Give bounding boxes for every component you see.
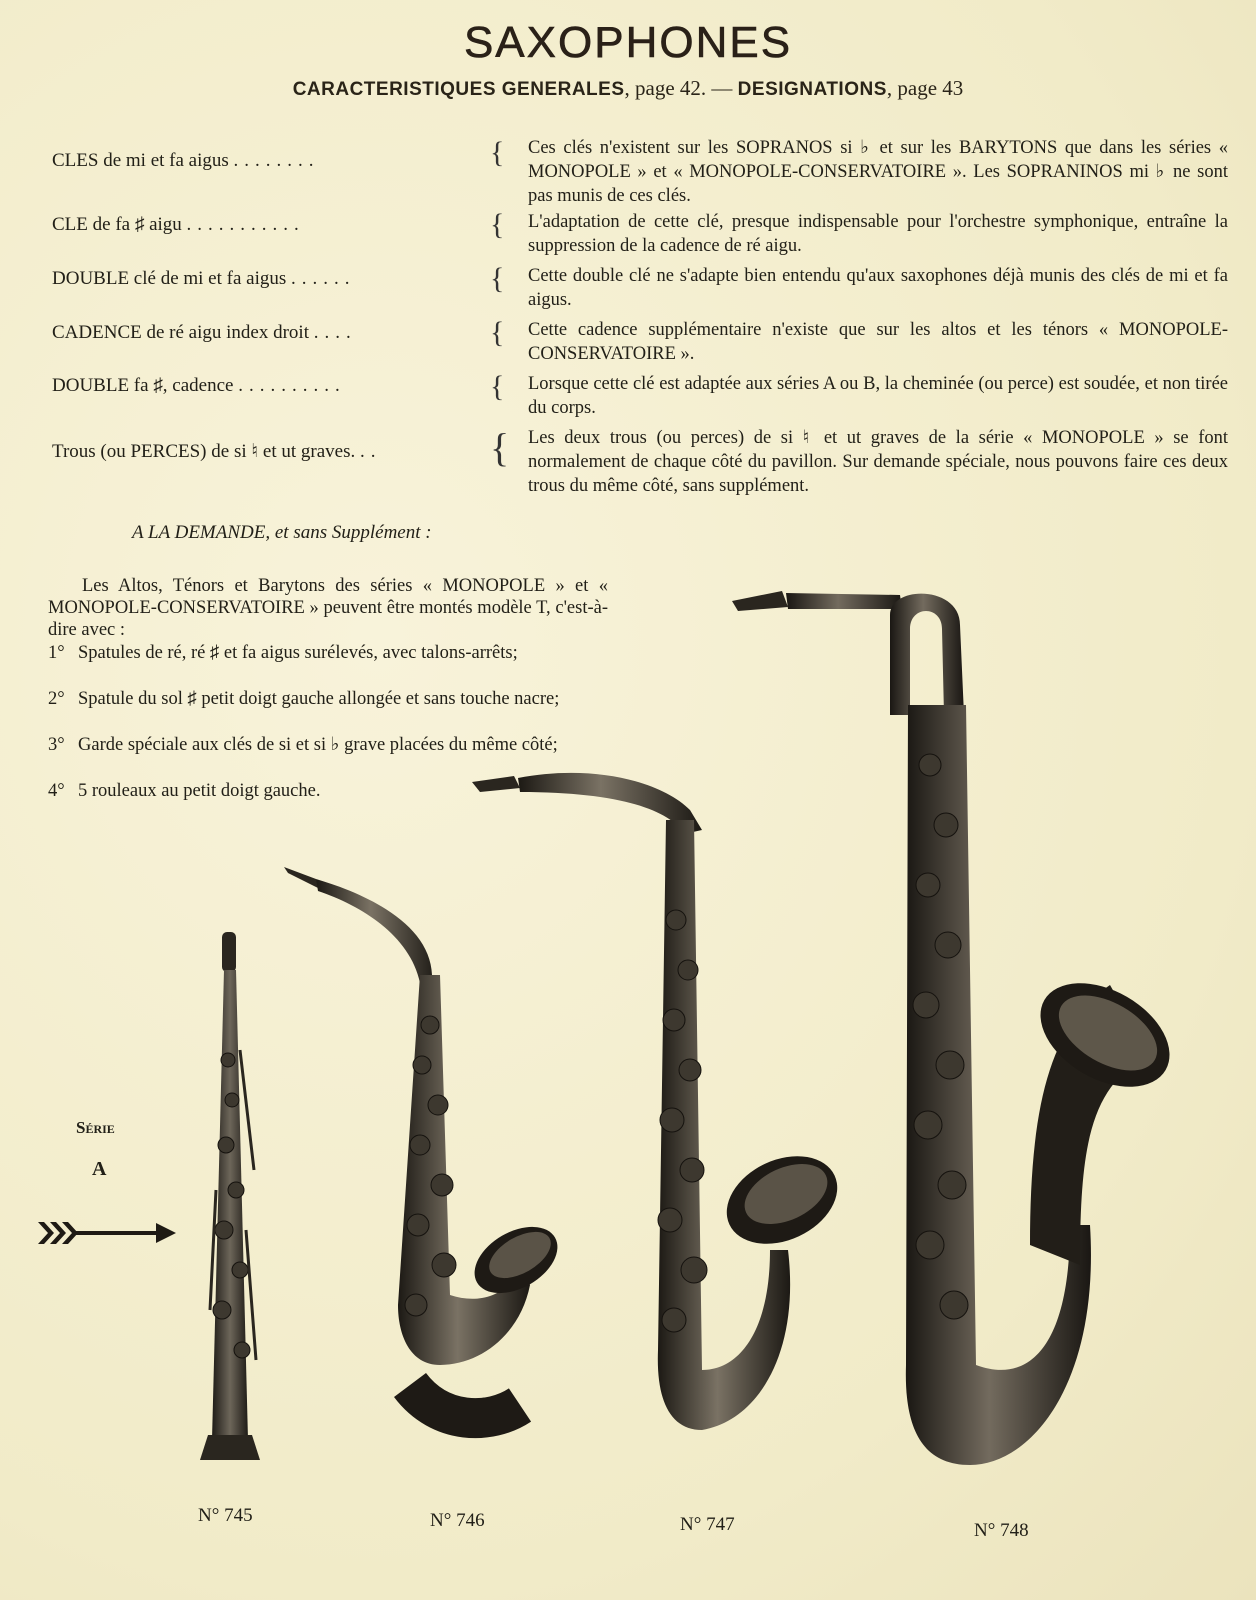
on-demand-heading: A LA DEMANDE, et sans Supplément : bbox=[132, 522, 432, 543]
model-number: N° 747 bbox=[680, 1514, 735, 1535]
subtitle-designations: DESIGNATIONS bbox=[737, 79, 887, 100]
feature-desc: Lorsque cette clé est adaptée aux séries A ou B, la cheminée (ou perce) est soudée, et non tirée du corps. bbox=[528, 374, 1228, 418]
model-number: N° 746 bbox=[430, 1510, 485, 1531]
model-number: N° 745 bbox=[198, 1505, 253, 1526]
option-item: 4° 5 rouleaux au petit doigt gauche. bbox=[48, 781, 321, 801]
on-demand-intro: Les Altos, Ténors et Barytons des séries « MONOPOLE » et « MONOPOLE-CONSERVATOIRE » peuvent être montés modèle T, c'est-à-dire avec : bbox=[48, 576, 608, 640]
brace-icon: { bbox=[490, 316, 505, 349]
feature-label: CLE de fa ♯ aigu ........... bbox=[52, 214, 305, 235]
feature-desc: L'adaptation de cette clé, presque indispensable pour l'orchestre symphonique, entraîne la suppression de la cadence de ré aigu. bbox=[528, 212, 1228, 256]
brace-icon: { bbox=[490, 208, 505, 241]
serie-label: Série bbox=[76, 1118, 115, 1137]
brace-icon: { bbox=[490, 425, 510, 470]
option-item: 2° Spatule du sol ♯ petit doigt gauche allongée et sans touche nacre; bbox=[48, 689, 560, 709]
subtitle-general: CARACTERISTIQUES GENERALES bbox=[292, 79, 625, 100]
soprano-saxophone-illustration bbox=[180, 930, 280, 1500]
feature-label: CADENCE de ré aigu index droit .... bbox=[52, 322, 357, 343]
feature-label: DOUBLE fa ♯, cadence .......... bbox=[52, 375, 346, 396]
feature-label: CLES de mi et fa aigus ........ bbox=[52, 150, 320, 171]
brace-icon: { bbox=[490, 136, 505, 169]
brace-icon: { bbox=[490, 262, 505, 295]
arrow-icon bbox=[36, 1218, 178, 1248]
subtitle-page-42: , page 42. — bbox=[624, 76, 733, 100]
feature-desc: Cette cadence supplémentaire n'existe que sur les altos et les ténors « MONOPOLE-CONSERVATOIRE ». bbox=[528, 320, 1228, 364]
model-number: N° 748 bbox=[974, 1520, 1029, 1541]
feature-label: Trous (ou PERCES) de si ♮ et ut graves. .. bbox=[52, 441, 382, 462]
feature-desc: Les deux trous (ou perces) de si ♮ et ut graves de la série « MONOPOLE » se font normalement de chaque côté du pavillon. Sur demande spéciale, nous pouvons faire ces deux trous du même côté, sans supplément. bbox=[528, 428, 1228, 496]
option-item: 3° Garde spéciale aux clés de si et si ♭ grave placées du même côté; bbox=[48, 735, 558, 755]
baritone-saxophone-illustration bbox=[730, 585, 1200, 1485]
feature-desc: Ces clés n'existent sur les SOPRANOS si ♭ et sur les BARYTONS que dans les séries « MONOPOLE » et « MONOPOLE-CONSERVATOIRE ». Les SOPRANINOS mi ♭ ne sont pas munis de ces clés. bbox=[528, 138, 1228, 206]
subtitle bbox=[0, 76, 1256, 101]
page-title: SAXOPHONES bbox=[463, 18, 793, 67]
option-item: 1° Spatules de ré, ré ♯ et fa aigus surélevés, avec talons-arrêts; bbox=[48, 643, 518, 663]
serie-letter: A bbox=[92, 1158, 107, 1180]
brace-icon: { bbox=[490, 370, 505, 403]
subtitle-page-43: , page 43 bbox=[886, 76, 964, 100]
feature-label: DOUBLE clé de mi et fa aigus ...... bbox=[52, 268, 356, 289]
feature-desc: Cette double clé ne s'adapte bien entendu qu'aux saxophones déjà munis des clés de mi et fa aigus. bbox=[528, 266, 1228, 310]
